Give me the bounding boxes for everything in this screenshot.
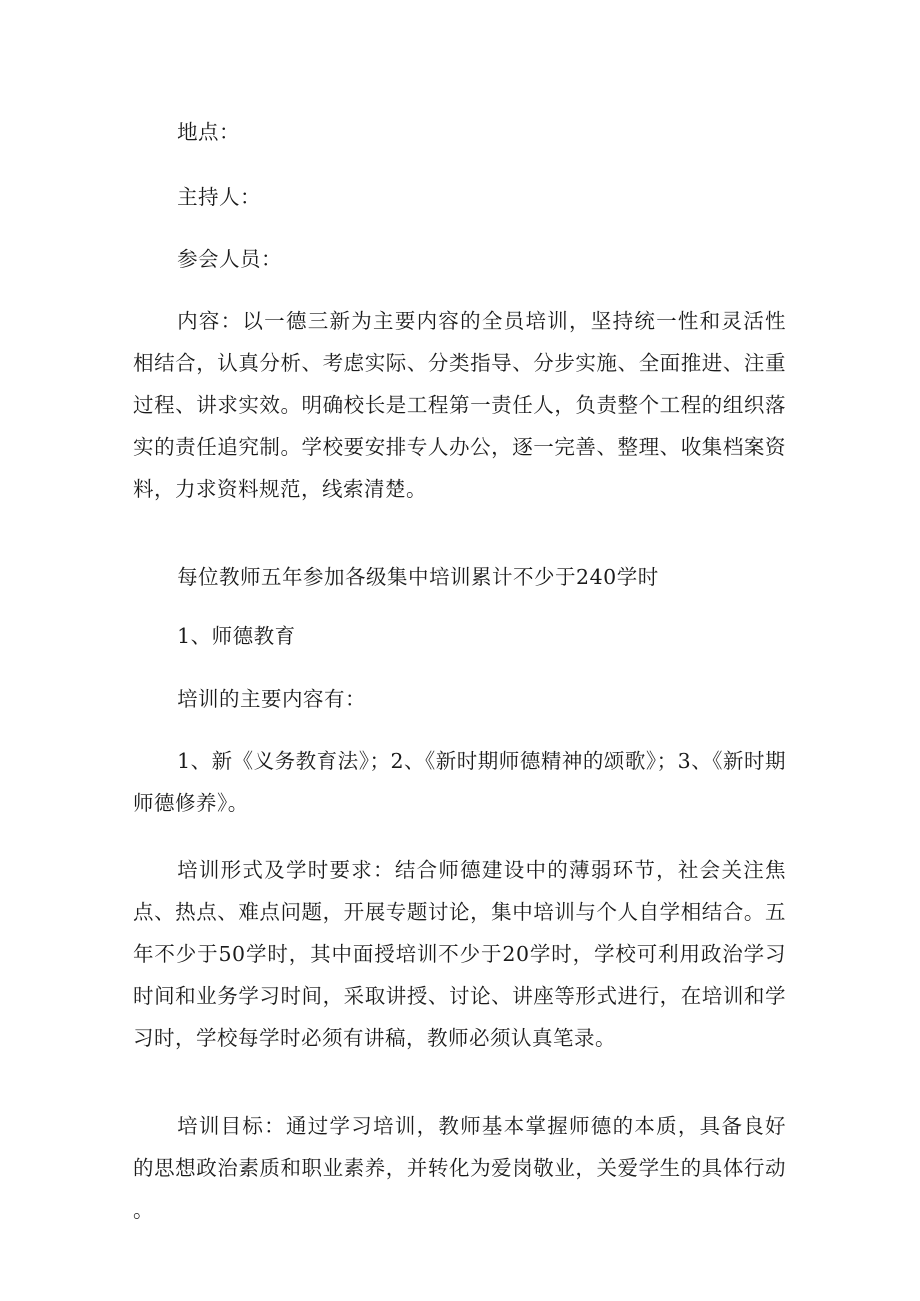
paragraph-training-goal: 培训目标：通过学习培训，教师基本掌握师德的本质，具备良好的思想政治素质和职业素养，并转化为爱岗敬业，关爱学生的具体行动。 <box>133 1114 786 1222</box>
paragraph-main-content: 培训的主要内容有： <box>177 687 367 711</box>
paragraph-attendees: 参会人员： <box>177 247 283 271</box>
paragraph-host: 主持人： <box>177 185 262 209</box>
paragraph-location: 地点： <box>177 120 241 144</box>
paragraph-training-form: 培训形式及学时要求：结合师德建设中的薄弱环节，社会关注焦点、热点、难点问题，开展专题讨论，集中培训与个人自学相结合。五年不少于50学时，其中面授培训不少于20学时，学校可利用政治学习时间和业务学习时间，采取讲授、讨论、讲座等形式进行，在培训和学习时，学校每学时必须有讲稿，教师必须认真笔录。 <box>133 858 786 1050</box>
section-heading-ethics: 1、师德教育 <box>177 624 296 648</box>
paragraph-content-list: 1、新《义务教育法》；2、《新时期师德精神的颂歌》；3、《新时期师德修养》。 <box>133 749 786 815</box>
paragraph-training-hours: 每位教师五年参加各级集中培训累计不少于240学时 <box>177 565 659 589</box>
paragraph-content: 内容：以一德三新为主要内容的全员培训，坚持统一性和灵活性相结合，认真分析、考虑实际、分类指导、分步实施、全面推进、注重过程、讲求实效。明确校长是工程第一责任人，负责整个工程的组织落实的责任追究制。学校要安排专人办公，逐一完善、整理、收集档案资料，力求资料规范，线索清楚。 <box>133 309 786 501</box>
